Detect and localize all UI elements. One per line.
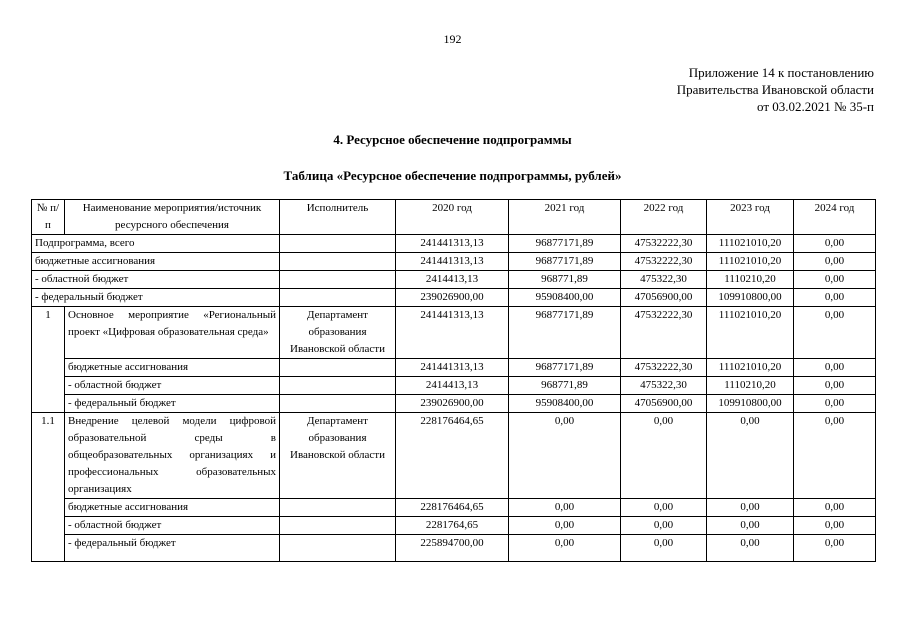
row-executor [280,395,396,413]
table-row [32,253,876,271]
row-num: 1.1 [32,413,65,562]
cell-2021: 0,00 [509,535,621,562]
row-name: - федеральный бюджет [32,289,280,307]
row-executor [280,289,396,307]
cell-2023: 111021010,20 [707,235,794,253]
cell-2022: 47532222,30 [621,235,707,253]
appendix-line-1: Приложение 14 к постановлению [688,65,874,80]
cell-2021: 0,00 [509,413,621,499]
row-executor [280,377,396,395]
header-2024: 2024 год [794,200,876,235]
cell-2024: 0,00 [794,413,876,499]
cell-2022: 47532222,30 [621,359,707,377]
cell-2021: 96877171,89 [509,253,621,271]
row-name: Подпрограмма, всего [32,235,280,253]
cell-2021: 968771,89 [509,377,621,395]
cell-2024: 0,00 [794,517,876,535]
row-name: Внедрение целевой модели цифровой образовательной среды в общеобразовательных организациях и профессиональных образовательных организациях [65,413,280,499]
cell-2021: 0,00 [509,517,621,535]
cell-2022: 0,00 [621,413,707,499]
cell-2020: 228176464,65 [396,413,509,499]
cell-2024: 0,00 [794,395,876,413]
cell-2023: 0,00 [707,535,794,562]
cell-2021: 95908400,00 [509,289,621,307]
header-2023: 2023 год [707,200,794,235]
cell-2023: 1110210,20 [707,377,794,395]
cell-2020: 241441313,13 [396,307,509,359]
table-row [32,499,876,517]
cell-2021: 96877171,89 [509,307,621,359]
row-executor [280,271,396,289]
cell-2021: 968771,89 [509,271,621,289]
cell-2024: 0,00 [794,359,876,377]
cell-2022: 475322,30 [621,271,707,289]
row-name: - федеральный бюджет [65,395,280,413]
cell-2023: 1110210,20 [707,271,794,289]
cell-2021: 95908400,00 [509,395,621,413]
cell-2023: 111021010,20 [707,359,794,377]
cell-2022: 0,00 [621,517,707,535]
cell-2024: 0,00 [794,535,876,562]
cell-2020: 225894700,00 [396,535,509,562]
row-name: - федеральный бюджет [65,535,280,562]
page-number: 192 [443,32,462,46]
cell-2024: 0,00 [794,307,876,359]
cell-2022: 47056900,00 [621,289,707,307]
cell-2020: 239026900,00 [396,289,509,307]
cell-2022: 0,00 [621,499,707,517]
cell-2020: 241441313,13 [396,253,509,271]
header-2021: 2021 год [509,200,621,235]
cell-2024: 0,00 [794,253,876,271]
row-executor [280,517,396,535]
cell-2024: 0,00 [794,289,876,307]
cell-2023: 111021010,20 [707,253,794,271]
row-executor [280,499,396,517]
cell-2024: 0,00 [794,271,876,289]
cell-2020: 239026900,00 [396,395,509,413]
cell-2022: 0,00 [621,535,707,562]
cell-2023: 0,00 [707,413,794,499]
row-name: - областной бюджет [65,377,280,395]
cell-2020: 2414413,13 [396,377,509,395]
header-name: Наименование мероприятия/источник ресурсного обеспечения [65,200,280,235]
cell-2023: 0,00 [707,517,794,535]
row-name: Основное мероприятие «Региональный проект «Цифровая образовательная среда» [65,307,280,359]
cell-2024: 0,00 [794,499,876,517]
cell-2023: 111021010,20 [707,307,794,359]
cell-2020: 2414413,13 [396,271,509,289]
row-executor [280,253,396,271]
row-name: - областной бюджет [32,271,280,289]
table-title: Таблица «Ресурсное обеспечение подпрограммы, рублей» [283,168,622,183]
cell-2020: 228176464,65 [396,499,509,517]
cell-2022: 47532222,30 [621,307,707,359]
appendix-note [677,64,874,115]
header-executor: Исполнитель [280,200,396,235]
table-row [32,271,876,289]
row-executor [280,359,396,377]
cell-2023: 109910800,00 [707,289,794,307]
cell-2023: 109910800,00 [707,395,794,413]
row-executor [280,535,396,562]
row-name: - областной бюджет [65,517,280,535]
row-name: бюджетные ассигнования [65,359,280,377]
header-2020: 2020 год [396,200,509,235]
table-row [32,289,876,307]
table-row [32,377,876,395]
table-row [32,395,876,413]
header-num: № п/п [32,200,65,235]
row-name: бюджетные ассигнования [32,253,280,271]
section-title: 4. Ресурсное обеспечение подпрограммы [333,132,572,147]
cell-2020: 241441313,13 [396,359,509,377]
table-row [32,517,876,535]
cell-2021: 0,00 [509,499,621,517]
row-num: 1 [32,307,65,413]
cell-2022: 475322,30 [621,377,707,395]
row-name: бюджетные ассигнования [65,499,280,517]
table-header-row [32,200,876,235]
cell-2023: 0,00 [707,499,794,517]
cell-2024: 0,00 [794,377,876,395]
cell-2020: 241441313,13 [396,235,509,253]
appendix-line-2: Правительства Ивановской области [676,82,874,97]
appendix-line-3: от 03.02.2021 № 35-п [757,99,874,114]
row-executor: Департамент образования Ивановской области [280,413,396,499]
row-executor [280,235,396,253]
resource-table [31,199,876,562]
table-row [32,307,876,359]
row-executor: Департамент образования Ивановской области [280,307,396,359]
table-row [32,235,876,253]
table-row [32,413,876,499]
table-row [32,359,876,377]
cell-2024: 0,00 [794,235,876,253]
header-2022: 2022 год [621,200,707,235]
cell-2020: 2281764,65 [396,517,509,535]
cell-2021: 96877171,89 [509,235,621,253]
cell-2021: 96877171,89 [509,359,621,377]
table-row [32,535,876,562]
cell-2022: 47532222,30 [621,253,707,271]
cell-2022: 47056900,00 [621,395,707,413]
